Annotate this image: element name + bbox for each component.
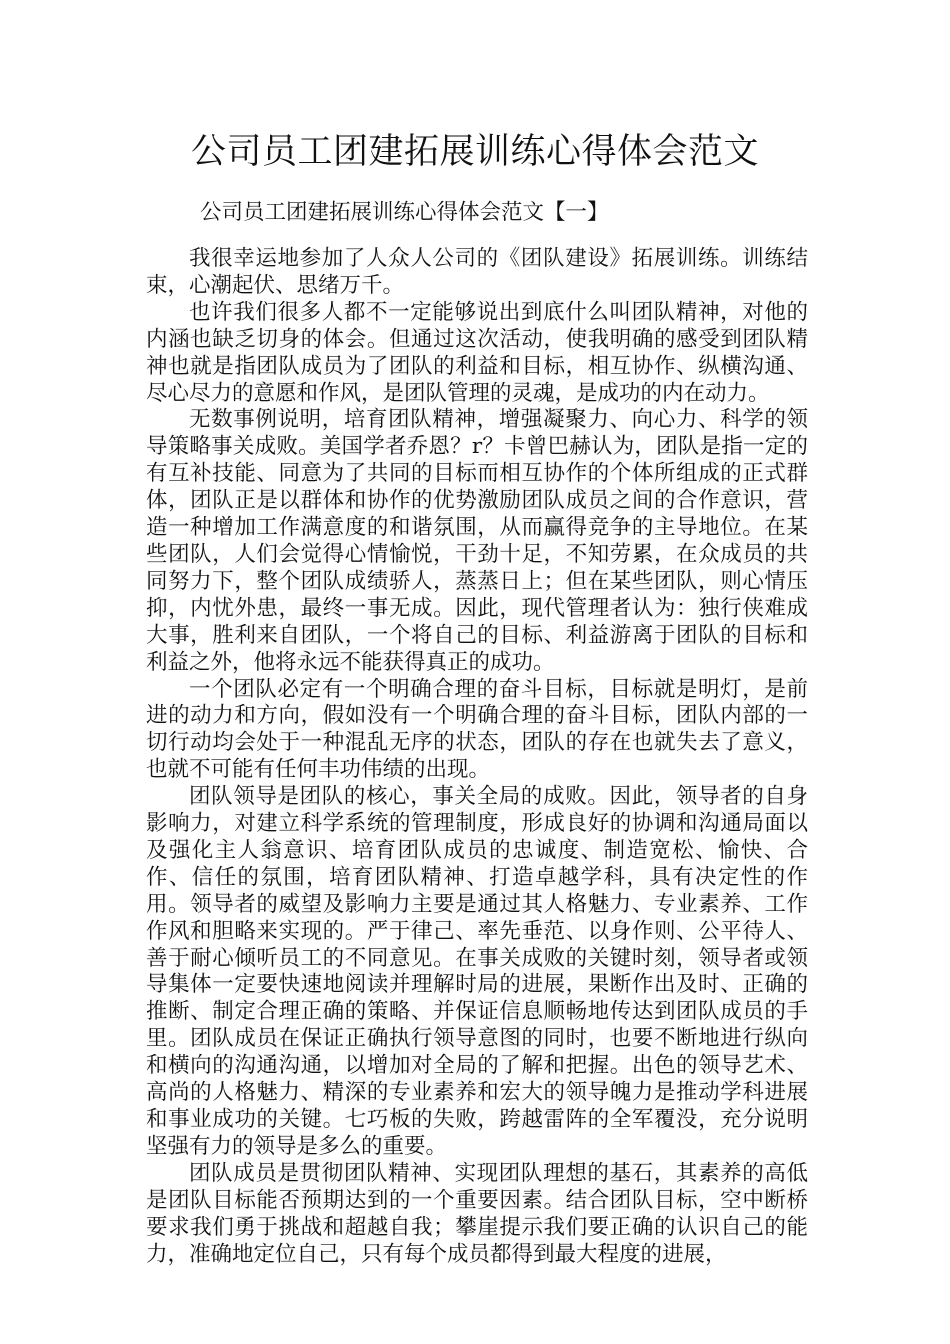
document-title: 公司员工团建拓展训练心得体会范文 bbox=[190, 132, 759, 172]
paragraph-5: 团队领导是团队的核心，事关全局的成败。因此，领导者的自身影响力，对建立科学系统的管理制度，形成良好的协调和沟通局面以及强化主人翁意识、培育团队成员的忠诚度、制造宽松、愉快、合作、信任的氛围，培育团队精神、打造卓越学科，具有决定性的作用。领导者的威望及影响力主要是通过其人格魅力、专业素养、工作作风和胆略来实现的。严于律己、率先垂范、以身作则、公平待人、善于耐心倾听员工的不同意见。在事关成败的关键时刻，领导者或领导集体一定要快速地阅读并理解时局的进展，果断作出及时、正确的推断、制定合理正确的策略、并保证信息顺畅地传达到团队成员的手里。团队成员在保证正确执行领导意图的同时，也要不断地进行纵向和横向的沟通沟通，以增加对全局的了解和把握。出色的领导艺术、高尚的人格魅力、精深的专业素养和宏大的领导魄力是推动学科进展和事业成功的关键。七巧板的失败，跨越雷阵的全军覆没，充分说明坚强有力的领导是多么的重要。 bbox=[146, 784, 808, 1159]
paragraph-6: 团队成员是贯彻团队精神、实现团队理想的基石，其素养的高低是团队目标能否预期达到的一个重要因素。结合团队目标，空中断桥要求我们勇于挑战和超越自我；攀崖提示我们要正确的认识自己的能力，准确地定位自己，只有每个成员都得到最大程度的进展， bbox=[146, 1160, 808, 1267]
paragraph-3: 无数事例说明，培育团队精神，增强凝聚力、向心力、科学的领导策略事关成败。美国学者乔恩？r？卡曾巴赫认为，团队是指一定的有互补技能、同意为了共同的目标而相互协作的个体所组成的正式群体，团队正是以群体和协作的优势激励团队成员之间的合作意识，营造一种增加工作满意度的和谐氛围，从而赢得竞争的主导地位。在某些团队，人们会觉得心情愉悦，干劲十足，不知劳累，在众成员的共同努力下，整个团队成绩骄人，蒸蒸日上；但在某些团队，则心情压抑，内忧外患，最终一事无成。因此，现代管理者认为：独行侠难成大事，胜利来自团队，一个将自己的目标、利益游离于团队的目标和利益之外，他将永远不能获得真正的成功。 bbox=[146, 407, 808, 675]
paragraph-4: 一个团队必定有一个明确合理的奋斗目标，目标就是明灯，是前进的动力和方向，假如没有一个明确合理的奋斗目标，团队内部的一切行动均会处于一种混乱无序的状态，团队的存在也就失去了意义，也就不可能有任何丰功伟绩的出现。 bbox=[146, 676, 808, 783]
paragraph-2: 也许我们很多人都不一定能够说出到底什么叫团队精神，对他的内涵也缺乏切身的体会。但通过这次活动，使我明确的感受到团队精神也就是指团队成员为了团队的利益和目标，相互协作、纵横沟通、尽心尽力的意愿和作风，是团队管理的灵魂，是成功的内在动力。 bbox=[146, 299, 808, 406]
paragraph-1: 我很幸运地参加了人众人公司的《团队建设》拓展训练。训练结束，心潮起伏、思绪万千。 bbox=[146, 246, 808, 298]
section-heading: 公司员工团建拓展训练心得体会范文【一】 bbox=[200, 200, 609, 225]
document-body bbox=[146, 246, 808, 1268]
